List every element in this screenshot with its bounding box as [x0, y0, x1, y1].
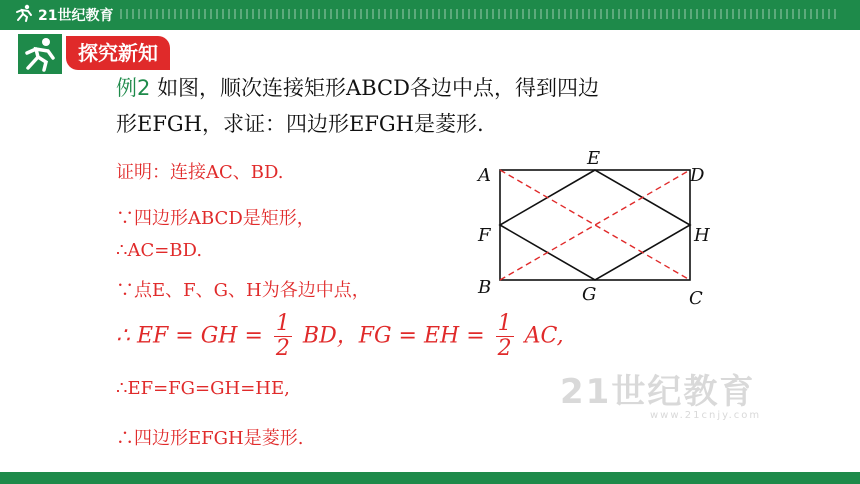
- badge-square: [18, 34, 62, 74]
- example-label: 例2: [116, 76, 151, 100]
- label-e: E: [587, 148, 601, 169]
- problem-text-1: 如图，顺次连接矩形ABCD各边中点，得到四边: [157, 76, 599, 100]
- geometry-figure: [470, 145, 720, 315]
- runner-icon: [18, 34, 62, 74]
- bottom-bar: [0, 472, 860, 484]
- frac-den: 2: [275, 336, 290, 362]
- fraction-half-2: [496, 312, 514, 361]
- eq-end: AC,: [524, 323, 564, 349]
- watermark-url: www.21cnjy.com: [650, 410, 762, 421]
- label-f: F: [478, 225, 491, 246]
- proof-step-7: ∴四边形EFGH是菱形.: [116, 428, 304, 449]
- label-g: G: [582, 284, 597, 305]
- frac-num: 1: [497, 311, 512, 336]
- proof-step-5: [116, 312, 564, 361]
- label-a: A: [478, 165, 491, 186]
- problem-text-2: 形EFGH，求证：四边形EFGH是菱形.: [116, 112, 484, 136]
- problem-line-1: [116, 72, 599, 102]
- proof-step-2: ∵四边形ABCD是矩形，: [116, 208, 315, 229]
- frac-den: 2: [497, 336, 512, 362]
- label-b: B: [478, 277, 492, 298]
- proof-step-6: ∴EF=FG=GH=HE,: [116, 378, 290, 399]
- watermark: 21世纪教育: [560, 372, 756, 412]
- logo: [14, 4, 113, 26]
- runner-icon: [14, 4, 34, 26]
- eq-prefix: ∴ EF = GH =: [116, 323, 263, 349]
- proof-step-4: ∵点E、F、G、H为各边中点，: [116, 280, 370, 301]
- label-h: H: [694, 225, 710, 246]
- proof-step-1: 证明：连接AC、BD.: [116, 162, 284, 183]
- top-bar-stripe: [120, 9, 840, 19]
- section-badge: 探究新知: [66, 36, 170, 70]
- eq-mid: BD，FG = EH =: [302, 323, 485, 349]
- top-bar: [0, 0, 860, 30]
- logo-text: 21世纪教育: [38, 8, 114, 24]
- problem-line-2: [116, 108, 484, 138]
- label-d: D: [690, 165, 705, 186]
- label-c: C: [689, 288, 703, 309]
- frac-num: 1: [275, 311, 290, 336]
- fraction-half-1: [274, 312, 292, 361]
- proof-step-3: ∴AC=BD.: [116, 240, 203, 261]
